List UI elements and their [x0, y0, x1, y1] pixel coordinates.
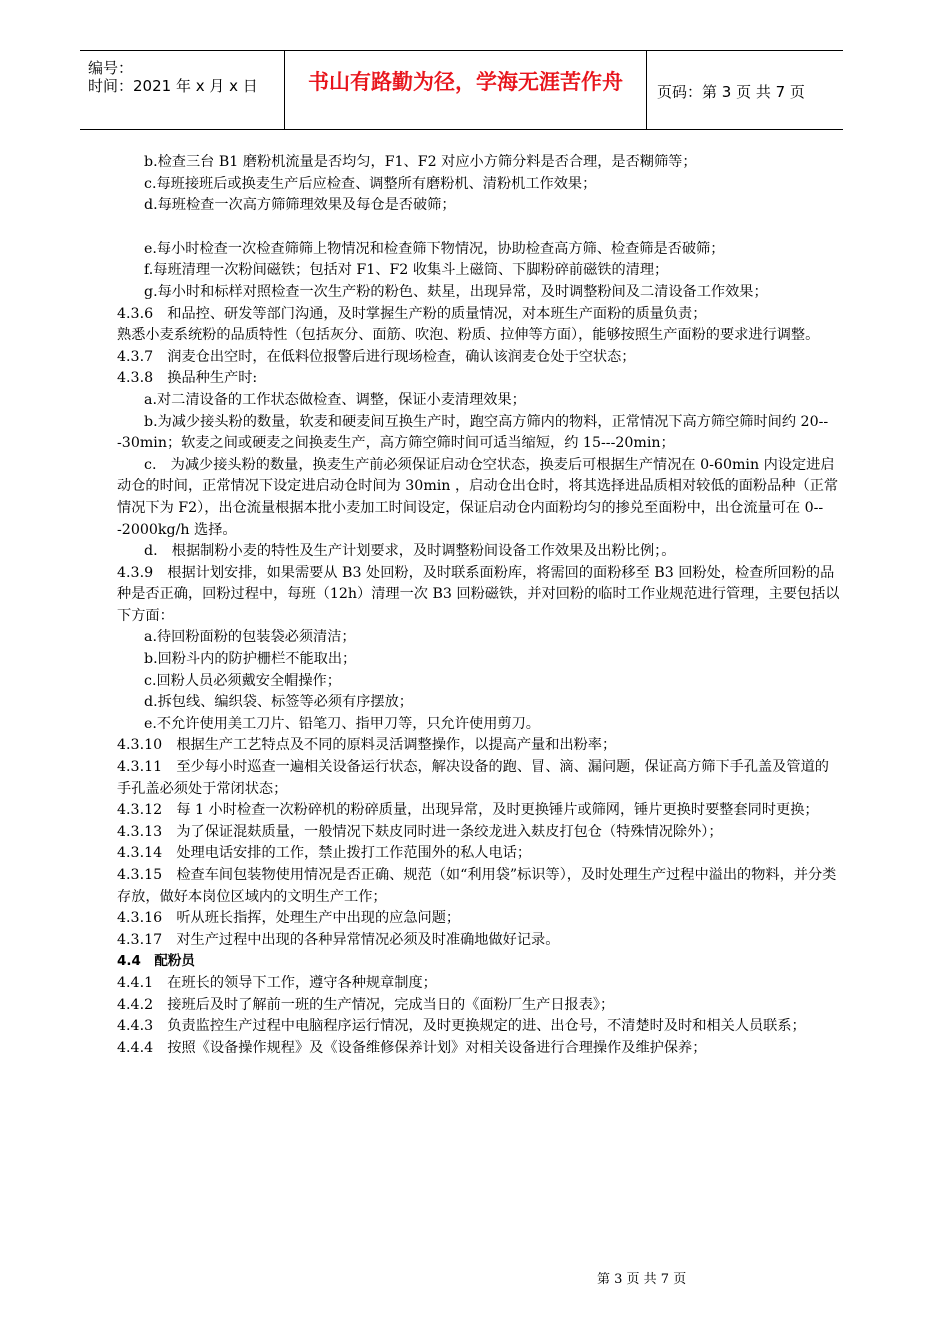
clause-4-4-3: 4.4.3 负责监控生产过程中电脑程序运行情况，及时更换规定的进、出仓号，不清楚时及时和相关人员联系；: [117, 1018, 806, 1035]
document-number-label: 编号：: [88, 59, 134, 77]
header-motto-cell: [285, 51, 647, 129]
clause-4-3-8: 4.3.8 换品种生产时:: [117, 370, 258, 387]
item-b: b.检查三台 B1 磨粉机流量是否均匀，F1、F2 对应小方筛分料是否合理，是否糊筛等；: [144, 154, 697, 170]
item-e: e.每小时检查一次检查筛筛上物情况和检查筛下物情况，协助检查高方筛、检查筛是否破筛；: [144, 240, 725, 257]
item-c: c.每班接班后或换麦生产后应检查、调整所有磨粉机、清粉机工作效果；: [144, 175, 597, 192]
item-g: g.每小时和标样对照检查一次生产粉的粉色、麸星，出现异常，及时调整粉间及二清设备工作效果；: [144, 283, 768, 300]
clause-4-3-15: 4.3.15 检查车间包装物使用情况是否正确、规范（如“利用袋”标识等），及时处理生产过程中溢出的物料，并分类存放，做好本岗位区域内的文明生产工作；: [117, 867, 837, 905]
item-d: d. 根据制粉小麦的特性及生产计划要求，及时调整粉间设备工作效果及出粉比例；。: [144, 543, 676, 560]
date-label: 时间：2021 年 x 月 x 日: [88, 77, 258, 95]
clause-4-4-4: 4.4.4 按照《设备操作规程》及《设备维修保养计划》对相关设备进行合理操作及维护保养；: [117, 1039, 707, 1056]
clause-4-3-12: 4.3.12 每 1 小时检查一次粉碎机的粉碎质量，出现异常，及时更换锤片或筛网，锤片更换时要整套同时更换；: [117, 802, 819, 819]
clause-4-3-14: 4.3.14 处理电话安排的工作，禁止拨打工作范围外的私人电话；: [117, 845, 532, 862]
motto-text: 书山有路勤为径，学海无涯苦作舟: [308, 70, 623, 94]
clause-4-4-1: 4.4.1 在班长的领导下工作，遵守各种规章制度；: [117, 974, 437, 991]
clause-4-3-7: 4.3.7 润麦仓出空时，在低料位报警后进行现场检查，确认该润麦仓处于空状态；: [117, 348, 636, 365]
item-f: f.每班清理一次粉间磁铁；包括对 F1、F2 收集斗上磁筒、下脚粉碎前磁铁的清理；: [144, 262, 669, 279]
item-b: b.回粉斗内的防护栅栏不能取出；: [144, 651, 357, 668]
clause-4-3-6-cont: 熟悉小麦系统粉的品质特性（包括灰分、面筋、吹泡、粉质、拉伸等方面），能够按照生产面粉的要求进行调整。: [117, 327, 820, 344]
clause-4-3-11: 4.3.11 至少每小时巡查一遍相关设备运行状态，解决设备的跑、冒、滴、漏问题，保证高方筛下手孔盖及管道的手孔盖必须处于常闭状态；: [117, 759, 829, 797]
clause-4-3-17: 4.3.17 对生产过程中出现的各种异常情况必须及时准确地做好记录。: [117, 931, 560, 948]
clause-4-3-13: 4.3.13 为了保证混麸质量，一般情况下麸皮同时进一条绞龙进入麸皮打包仓（特殊情况除外）；: [117, 823, 723, 840]
section-heading-4-4: 4.4 配粉员: [117, 953, 195, 970]
item-c: c.回粉人员必须戴安全帽操作；: [144, 672, 341, 689]
item-a: a.待回粉面粉的包装袋必须清洁；: [144, 629, 356, 646]
header-left-cell: [80, 51, 285, 129]
header-page-cell: [647, 51, 843, 129]
clause-4-3-6: 4.3.6 和品控、研发等部门沟通，及时掌握生产粉的质量情况，对本班生产面粉的质量负责；: [117, 305, 707, 322]
clause-4-3-16: 4.3.16 听从班长指挥，处理生产中出现的应急问题；: [117, 910, 461, 927]
item-a: a.对二清设备的工作状态做检查、调整，保证小麦清理效果；: [144, 391, 526, 408]
item-b: b.为减少接头粉的数量，软麦和硬麦间互换生产时，跑空高方筛内的物料，正常情况下高方筛空筛时间约 20---30min；软麦之间或硬麦之间换麦生产，高方筛空筛时间可适当缩短，约 15---20min；: [117, 413, 829, 452]
clause-4-4-2: 4.4.2 接班后及时了解前一班的生产情况，完成当日的《面粉厂生产日报表》；: [117, 996, 615, 1013]
footer-page-number: 第 3 页 共 7 页: [597, 1272, 687, 1287]
item-c: c. 为减少接头粉的数量，换麦生产前必须保证启动仓空状态，换麦后可根据生产情况在 0-60min 内设定进启动仓的时间，正常情况下设定进启动仓时间为 30min ，启动仓出仓时，将其选择进品质相对较低的面粉品种（正常情况下为 F2），出仓流量根据本批小麦加工时间设定，保证启动仓内面粉均匀的掺兑至面粉中，出仓流量可在 0---2000kg/h 选择。: [117, 456, 839, 538]
document-body: [117, 152, 841, 1059]
item-e: e.不允许使用美工刀片、铅笔刀、指甲刀等，只允许使用剪刀。: [144, 715, 540, 732]
item-d: d.拆包线、编织袋、标签等必须有序摆放；: [144, 694, 413, 711]
clause-4-3-10: 4.3.10 根据生产工艺特点及不同的原料灵活调整操作，以提高产量和出粉率；: [117, 737, 617, 754]
item-d: d.每班检查一次高方筛筛理效果及每仓是否破筛；: [144, 197, 456, 214]
page-header: [80, 50, 843, 130]
clause-4-3-9: 4.3.9 根据计划安排，如果需要从 B3 处回粉，及时联系面粉库，将需回的面粉移至 B3 回粉处，检查所回粉的品种是否正确，回粉过程中，每班（12h）清理一次 B3 回粉磁铁，并对回粉的临时工作业规范进行管理，主要包括以下方面：: [117, 564, 840, 624]
page-number-label: 页码：第 3 页 共 7 页: [657, 83, 805, 101]
